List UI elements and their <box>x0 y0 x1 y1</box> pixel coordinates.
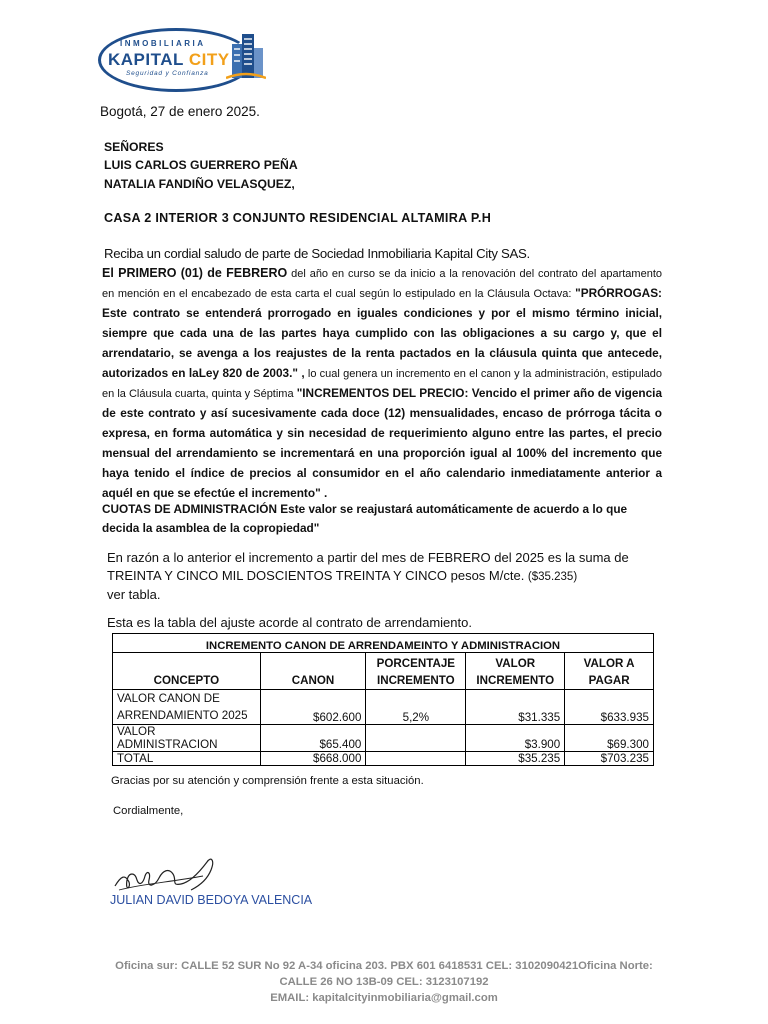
col-header-porcentaje: PORCENTAJE INCREMENTO <box>366 653 466 690</box>
clause-incrementos: "INCREMENTOS DEL PRECIO: Vencido el primer año de vigencia de este contrato y así sucesivamente cada doce (12) mensualidades, encaso de prórroga tácita o expresa, en forma automática y sin necesidad de requerimiento alguno entre las partes, el precio mensual del arrendamiento se incrementará en una proporción igual al 100% del incremento que haya tenido el índice de precios al consumidor en el año calendario inmediatamente anterior a aquél en que se efectúe el incremento" . <box>102 386 663 500</box>
see-table: ver tabla. <box>107 587 161 602</box>
row-increment: $35.235 <box>466 752 565 766</box>
row-percentage <box>366 752 466 766</box>
property-reference: CASA 2 INTERIOR 3 CONJUNTO RESIDENCIAL ALTAMIRA P.H <box>104 211 492 225</box>
row-canon: $668.000 <box>260 752 366 766</box>
body-start-date: El PRIMERO (01) de FEBRERO <box>102 266 288 280</box>
row-concept: VALOR CANON DE ARRENDAMIENTO 2025 <box>113 690 261 725</box>
signer-name: JULIAN DAVID BEDOYA VALENCIA <box>110 893 313 907</box>
col-header-canon: CANON <box>260 653 366 690</box>
row-total: $633.935 <box>565 690 654 725</box>
table-row <box>113 725 654 752</box>
closing: Cordialmente, <box>113 805 184 817</box>
row-total: $69.300 <box>565 725 654 752</box>
increment-text: En razón a lo anterior el incremento a partir del mes de FEBRERO del 2025 es la suma de TREINTA Y CINCO MIL DOSCIENTOS TREINTA Y CINCO pesos M/cte. <box>107 550 629 583</box>
addressee-salutation: SEÑORES <box>104 140 164 154</box>
row-percentage <box>366 725 466 752</box>
row-canon: $65.400 <box>260 725 366 752</box>
row-total: $703.235 <box>565 752 654 766</box>
greeting: Reciba un cordial saludo de parte de Sociedad Inmobiliaria Kapital City SAS. <box>104 246 530 261</box>
footer-address-2: CALLE 26 NO 13B-09 CEL: 3123107192 <box>279 976 489 988</box>
logo-name-main: KAPITAL <box>108 50 184 69</box>
col-header-valor-incremento: VALOR INCREMENTO <box>466 653 565 690</box>
logo-name <box>108 50 230 70</box>
logo-line1: INMOBILIARIA <box>120 39 206 48</box>
increment-statement <box>107 549 667 604</box>
adjustment-table <box>112 633 654 766</box>
clause-prorrogas: "PRÓRROGAS: Este contrato se entenderá prorrogado en iguales condiciones y por el mismo término inicial, siempre que cada una de las partes haya cumplido con las obligaciones a su cargo y, que el arrendatario, se avenga a los reajustes de la renta pactados en la cláusula quinta que antecede, autorizados en laLey 820 de 2003." , <box>102 286 662 380</box>
col-header-concepto: CONCEPTO <box>113 653 261 690</box>
body-text-2: lo cual genera un incremento en el canon y la administración, estipulado en la Cláusula cuarta, quinta y Séptima <box>102 368 662 400</box>
row-canon: $602.600 <box>260 690 366 725</box>
col-header-valor-pagar: VALOR A PAGAR <box>565 653 654 690</box>
logo-tagline: Seguridad y Confianza <box>126 70 209 77</box>
row-concept: TOTAL <box>113 752 261 766</box>
row-increment: $31.335 <box>466 690 565 725</box>
thanks-line: Gracias por su atención y comprensión frente a esta situación. <box>111 775 424 787</box>
footer-address-1: Oficina sur: CALLE 52 SUR No 92 A-34 oficina 203. PBX 601 6418531 CEL: 3102090421Oficina Norte: <box>115 960 653 972</box>
clause-cuotas: CUOTAS DE ADMINISTRACIÓN Este valor se reajustará automáticamente de acuerdo a lo que decida la asamblea de la copropiedad" <box>102 502 628 535</box>
row-increment: $3.900 <box>466 725 565 752</box>
addressee-name-2: NATALIA FANDIÑO VELASQUEZ, <box>104 177 295 191</box>
body-text-1: del año en curso se da inicio a la renovación del contrato del apartamento en mención en el encabezado de esta carta el cual según lo estipulado en la Cláusula Octava: <box>102 268 662 300</box>
table-intro: Esta es la tabla del ajuste acorde al contrato de arrendamiento. <box>107 615 472 630</box>
company-logo <box>98 22 268 94</box>
table-row <box>113 752 654 766</box>
table-row <box>113 690 654 725</box>
logo-name-accent: CITY <box>188 50 230 69</box>
addressee-name-1: LUIS CARLOS GUERRERO PEÑA <box>104 158 298 172</box>
table-title: INCREMENTO CANON DE ARRENDAMEINTO Y ADMINISTRACION <box>113 634 654 653</box>
letter-body <box>102 264 662 504</box>
row-concept: VALOR ADMINISTRACION <box>113 725 261 752</box>
increment-amount: ($35.235) <box>527 571 578 583</box>
row-percentage: 5,2% <box>366 690 466 725</box>
letter-footer <box>0 958 768 1006</box>
building-icon <box>226 30 266 82</box>
footer-email: EMAIL: kapitalcityinmobiliaria@gmail.com <box>270 992 498 1004</box>
letter-date: Bogotá, 27 de enero 2025. <box>100 104 260 119</box>
